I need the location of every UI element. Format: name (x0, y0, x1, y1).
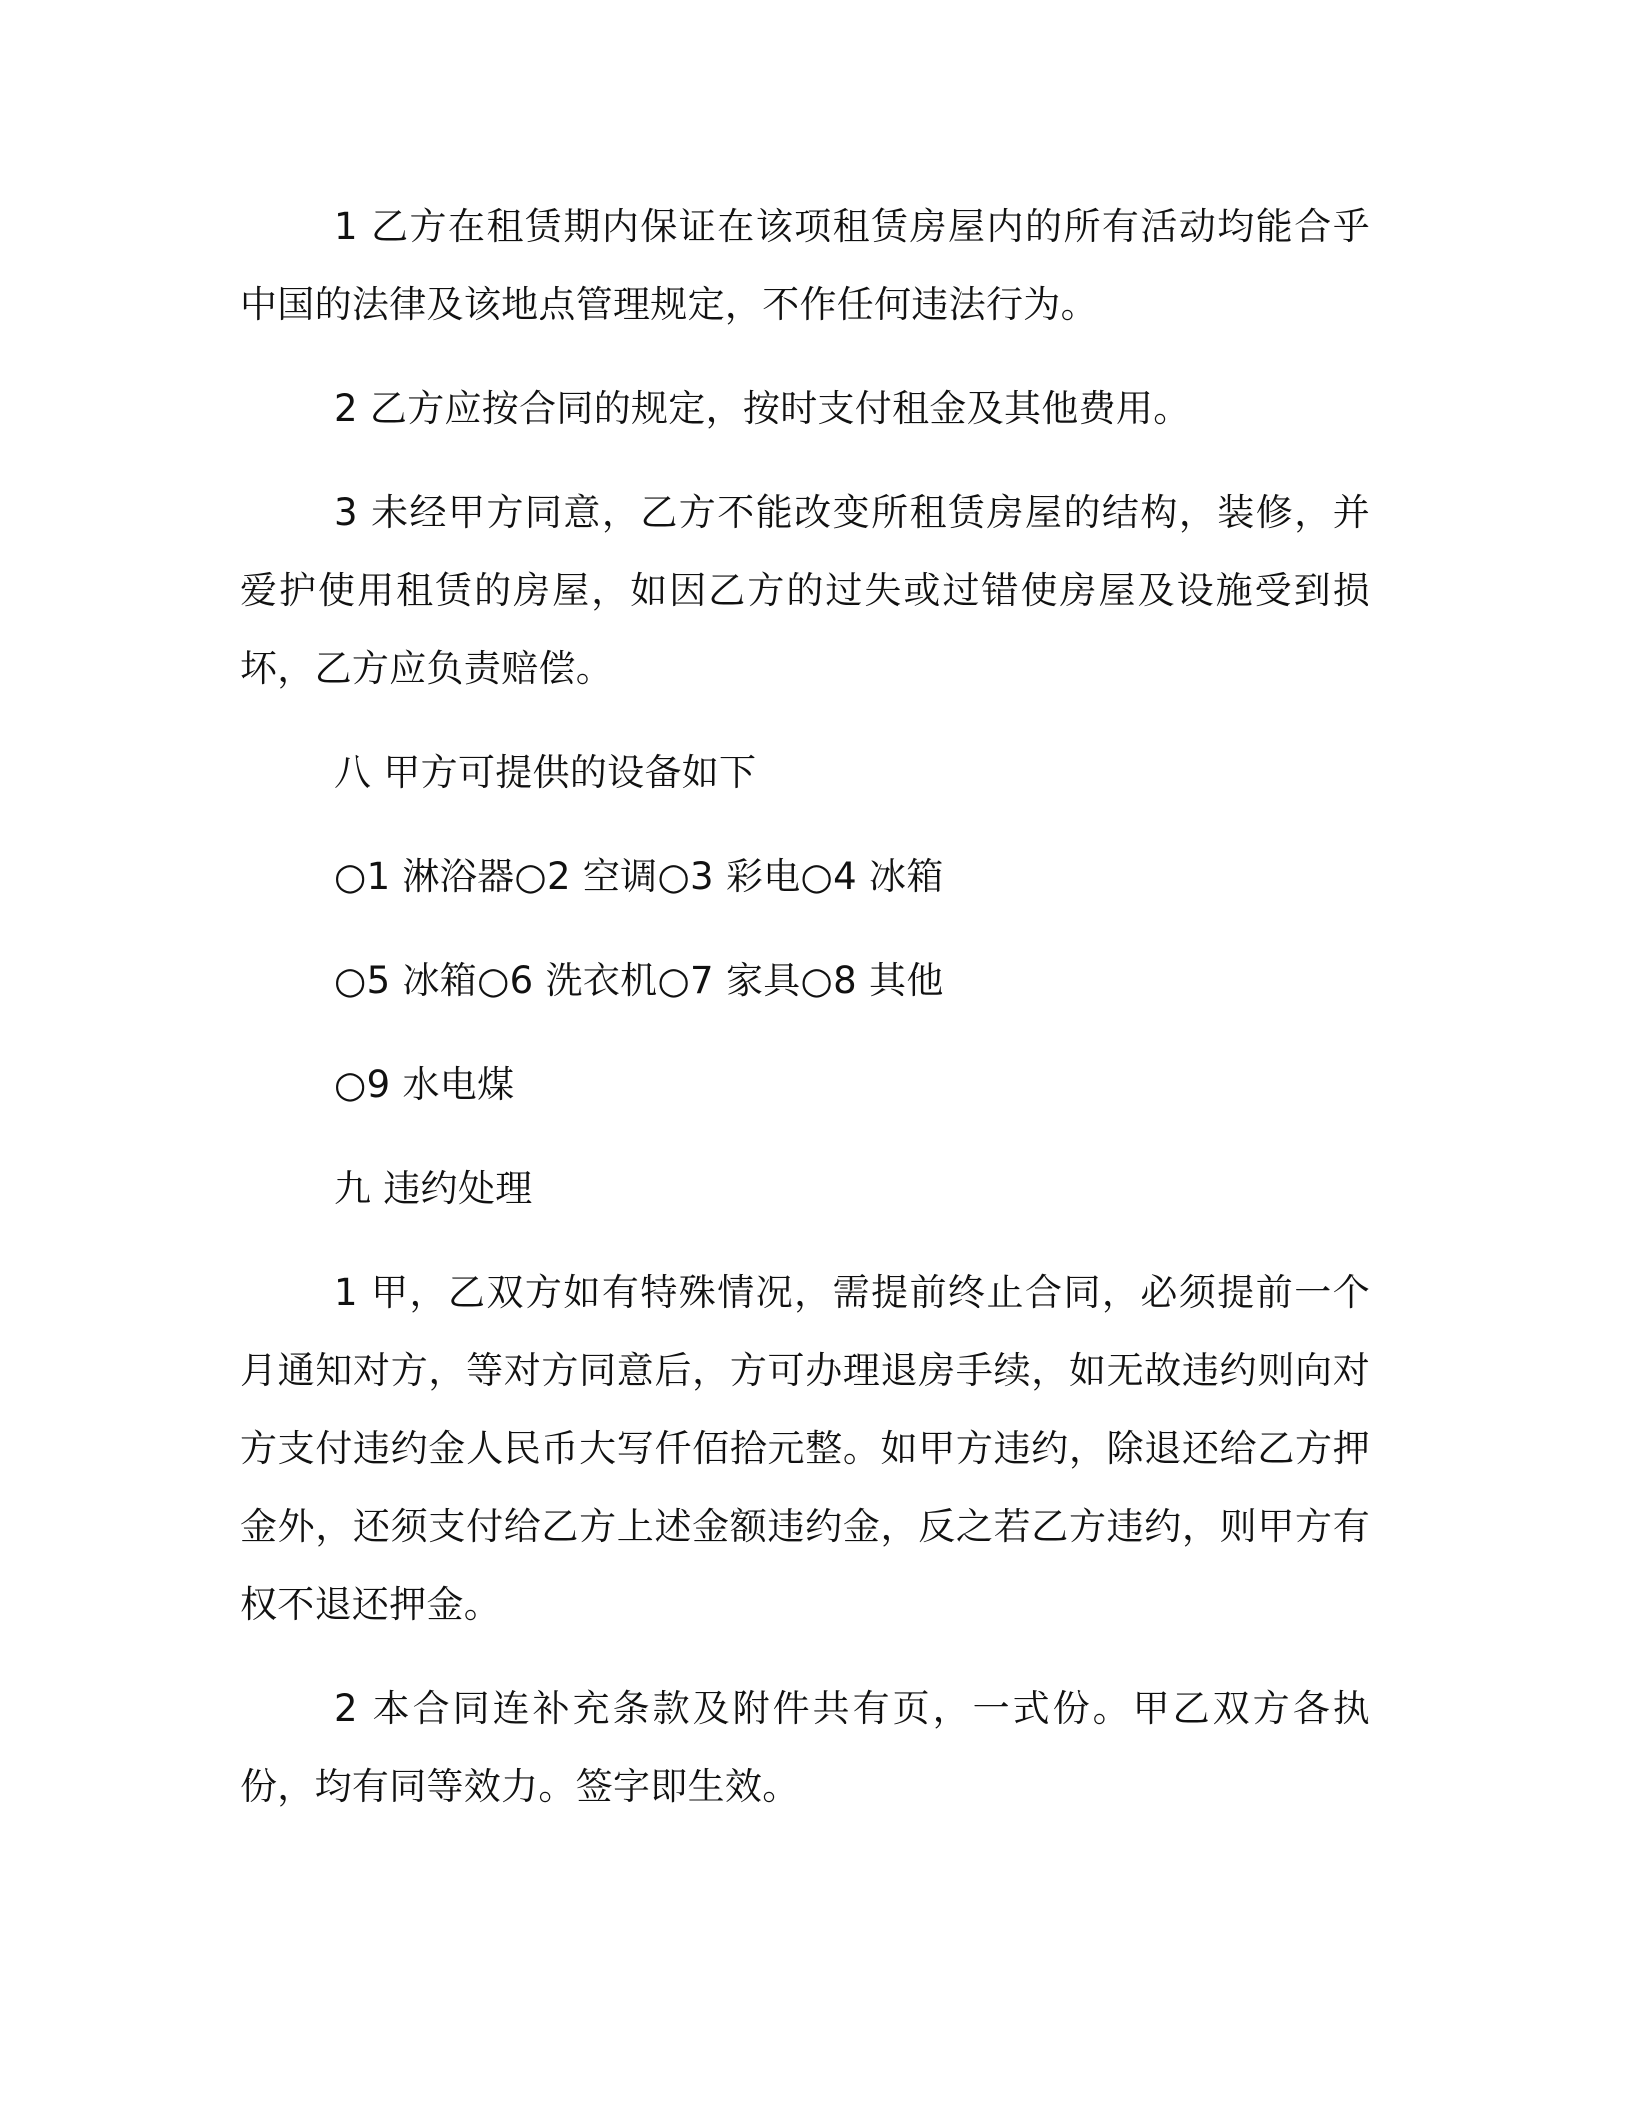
section-heading: 八 甲方可提供的设备如下 (334, 751, 757, 794)
equipment-option-line: ○1 淋浴器○2 空调○3 彩电○4 冰箱 (334, 855, 944, 898)
clause-paragraph: 3 未经甲方同意，乙方不能改变所租赁房屋的结构，装修，并爱护使用租赁的房屋，如因乙方的过失或过错使房屋及设施受到损坏，乙方应负责赔偿。 (240, 491, 1370, 690)
section-heading: 九 违约处理 (334, 1167, 533, 1210)
clause-paragraph: 2 本合同连补充条款及附件共有页，一式份。甲乙双方各执份，均有同等效力。签字即生效。 (240, 1687, 1370, 1808)
clause-paragraph: 1 甲，乙双方如有特殊情况，需提前终止合同，必须提前一个月通知对方，等对方同意后，方可办理退房手续，如无故违约则向对方支付违约金人民币大写仟佰拾元整。如甲方违约，除退还给乙方押金外，还须支付给乙方上述金额违约金，反之若乙方违约，则甲方有权不退还押金。 (240, 1271, 1370, 1626)
clause-paragraph: 1 乙方在租赁期内保证在该项租赁房屋内的所有活动均能合乎中国的法律及该地点管理规定，不作任何违法行为。 (240, 205, 1370, 326)
document-body (240, 188, 1370, 1852)
equipment-option-line: ○9 水电煤 (334, 1063, 515, 1106)
equipment-option-line: ○5 冰箱○6 洗衣机○7 家具○8 其他 (334, 959, 944, 1002)
clause-paragraph: 2 乙方应按合同的规定，按时支付租金及其他费用。 (334, 387, 1191, 430)
